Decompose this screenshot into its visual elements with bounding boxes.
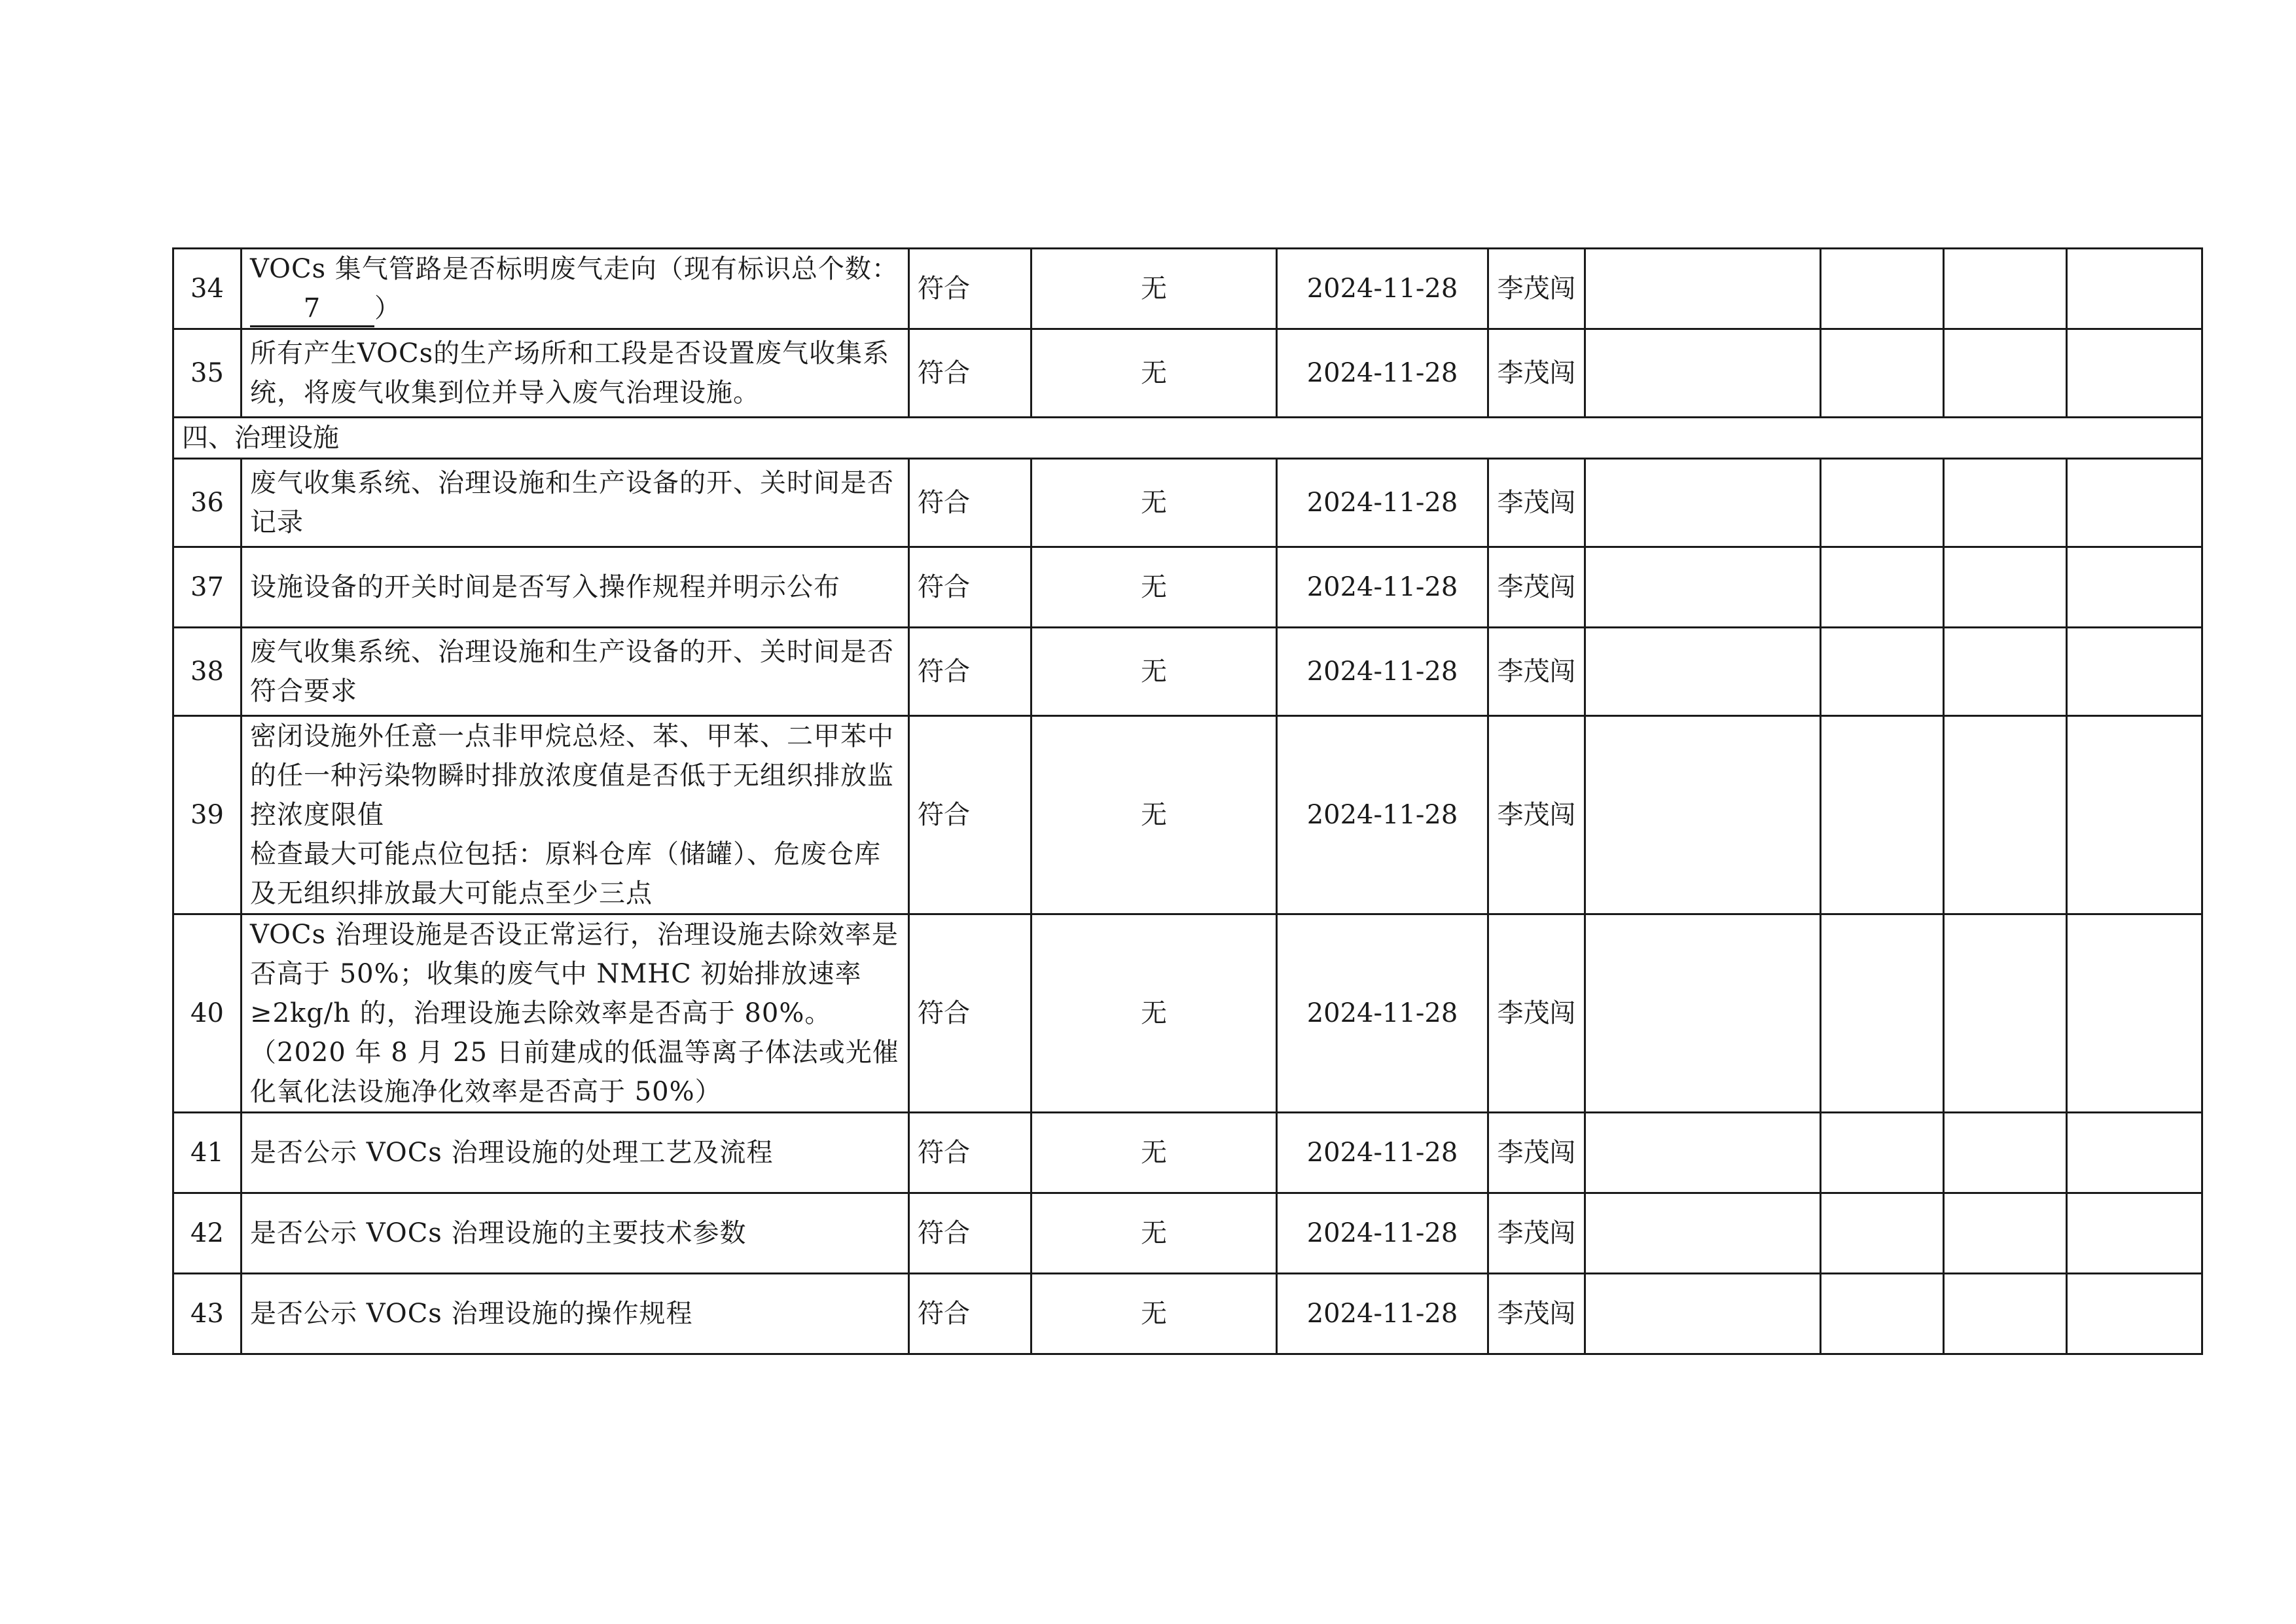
result-cell: 符合: [909, 914, 1031, 1113]
table-row: [173, 1193, 2202, 1274]
table-row: [173, 459, 2202, 547]
empty-cell: [1821, 547, 1944, 628]
row-number: 37: [173, 547, 242, 628]
row-number: 38: [173, 628, 242, 716]
inspector-cell: 李茂闯: [1488, 716, 1585, 914]
inspector-cell: 李茂闯: [1488, 1274, 1585, 1354]
empty-cell: [2067, 1113, 2202, 1193]
empty-cell: [1585, 459, 1821, 547]
identifier-count: 7: [250, 291, 374, 327]
empty-cell: [1821, 1193, 1944, 1274]
empty-cell: [1944, 628, 2067, 716]
empty-cell: [1585, 628, 1821, 716]
row-number: 35: [173, 329, 242, 418]
row-number: 42: [173, 1193, 242, 1274]
date-cell: 2024-11-28: [1277, 628, 1488, 716]
row-number: 41: [173, 1113, 242, 1193]
check-item: 是否公示 VOCs 治理设施的操作规程: [242, 1274, 909, 1354]
result-cell: 符合: [909, 329, 1031, 418]
empty-cell: [1821, 249, 1944, 329]
empty-cell: [1944, 716, 2067, 914]
empty-cell: [1585, 716, 1821, 914]
result-cell: 符合: [909, 459, 1031, 547]
empty-cell: [1821, 1274, 1944, 1354]
empty-cell: [2067, 1274, 2202, 1354]
issue-cell: 无: [1031, 1193, 1277, 1274]
empty-cell: [1585, 914, 1821, 1113]
section-row: [173, 418, 2202, 459]
table-row: [173, 1274, 2202, 1354]
empty-cell: [1944, 1274, 2067, 1354]
date-cell: 2024-11-28: [1277, 1193, 1488, 1274]
row-number: 36: [173, 459, 242, 547]
issue-cell: 无: [1031, 459, 1277, 547]
inspector-cell: 李茂闯: [1488, 1193, 1585, 1274]
empty-cell: [1821, 716, 1944, 914]
empty-cell: [1944, 1113, 2067, 1193]
issue-cell: 无: [1031, 1113, 1277, 1193]
date-cell: 2024-11-28: [1277, 329, 1488, 418]
check-item: 是否公示 VOCs 治理设施的主要技术参数: [242, 1193, 909, 1274]
inspector-cell: 李茂闯: [1488, 914, 1585, 1113]
issue-cell: 无: [1031, 716, 1277, 914]
empty-cell: [2067, 249, 2202, 329]
inspector-cell: 李茂闯: [1488, 1113, 1585, 1193]
date-cell: 2024-11-28: [1277, 249, 1488, 329]
row-number: 39: [173, 716, 242, 914]
result-cell: 符合: [909, 249, 1031, 329]
empty-cell: [2067, 547, 2202, 628]
section-title: 四、治理设施: [173, 418, 2202, 459]
empty-cell: [2067, 914, 2202, 1113]
empty-cell: [1944, 1193, 2067, 1274]
issue-cell: 无: [1031, 329, 1277, 418]
empty-cell: [1585, 547, 1821, 628]
row-number: 40: [173, 914, 242, 1113]
result-cell: 符合: [909, 547, 1031, 628]
row-number: 34: [173, 249, 242, 329]
issue-cell: 无: [1031, 628, 1277, 716]
empty-cell: [2067, 716, 2202, 914]
empty-cell: [2067, 1193, 2202, 1274]
table-row: [173, 1113, 2202, 1193]
issue-cell: 无: [1031, 249, 1277, 329]
empty-cell: [1585, 329, 1821, 418]
check-item: 废气收集系统、治理设施和生产设备的开、关时间是否符合要求: [242, 628, 909, 716]
table-row: [173, 547, 2202, 628]
date-cell: 2024-11-28: [1277, 1113, 1488, 1193]
date-cell: 2024-11-28: [1277, 547, 1488, 628]
empty-cell: [1944, 914, 2067, 1113]
check-item: [242, 716, 909, 914]
result-cell: 符合: [909, 1113, 1031, 1193]
check-item: 是否公示 VOCs 治理设施的处理工艺及流程: [242, 1113, 909, 1193]
empty-cell: [2067, 628, 2202, 716]
empty-cell: [1821, 329, 1944, 418]
check-item-text-end: ）: [374, 293, 401, 323]
result-cell: 符合: [909, 716, 1031, 914]
result-cell: 符合: [909, 1274, 1031, 1354]
table-row: [173, 716, 2202, 914]
empty-cell: [1944, 459, 2067, 547]
date-cell: 2024-11-28: [1277, 459, 1488, 547]
table-row: [173, 249, 2202, 329]
empty-cell: [1821, 459, 1944, 547]
empty-cell: [2067, 329, 2202, 418]
result-cell: 符合: [909, 1193, 1031, 1274]
inspector-cell: 李茂闯: [1488, 459, 1585, 547]
check-item: VOCs 治理设施是否设正常运行，治理设施去除效率是否高于 50%；收集的废气中 NMHC 初始排放速率≥2kg/h 的，治理设施去除效率是否高于 80%。（2020 年 8 月 25 日前建成的低温等离子体法或光催化氧化法设施净化效率是否高于 50%）: [242, 914, 909, 1113]
inspection-table: [172, 247, 2203, 1355]
empty-cell: [1585, 249, 1821, 329]
empty-cell: [1821, 628, 1944, 716]
empty-cell: [1944, 547, 2067, 628]
empty-cell: [1944, 249, 2067, 329]
table-row: [173, 914, 2202, 1113]
inspector-cell: 李茂闯: [1488, 628, 1585, 716]
date-cell: 2024-11-28: [1277, 1274, 1488, 1354]
check-item: [242, 249, 909, 329]
row-number: 43: [173, 1274, 242, 1354]
check-item: 设施设备的开关时间是否写入操作规程并明示公布: [242, 547, 909, 628]
empty-cell: [1944, 329, 2067, 418]
date-cell: 2024-11-28: [1277, 716, 1488, 914]
check-item-text: VOCs 集气管路是否标明废气走向（现有标识总个数：: [250, 254, 899, 284]
issue-cell: 无: [1031, 914, 1277, 1113]
empty-cell: [1585, 1113, 1821, 1193]
table-row: [173, 329, 2202, 418]
empty-cell: [1585, 1274, 1821, 1354]
check-item-note: 检查最大可能点位包括：原料仓库（储罐）、危废仓库及无组织排放最大可能点至少三点: [250, 839, 881, 909]
inspector-cell: 李茂闯: [1488, 547, 1585, 628]
empty-cell: [1821, 1113, 1944, 1193]
check-item: 所有产生VOCs的生产场所和工段是否设置废气收集系统，将废气收集到位并导入废气治理设施。: [242, 329, 909, 418]
check-item: 废气收集系统、治理设施和生产设备的开、关时间是否记录: [242, 459, 909, 547]
inspector-cell: 李茂闯: [1488, 329, 1585, 418]
issue-cell: 无: [1031, 547, 1277, 628]
table-row: [173, 628, 2202, 716]
empty-cell: [2067, 459, 2202, 547]
issue-cell: 无: [1031, 1274, 1277, 1354]
date-cell: 2024-11-28: [1277, 914, 1488, 1113]
result-cell: 符合: [909, 628, 1031, 716]
empty-cell: [1585, 1193, 1821, 1274]
empty-cell: [1821, 914, 1944, 1113]
inspector-cell: 李茂闯: [1488, 249, 1585, 329]
check-item-text: 密闭设施外任意一点非甲烷总烃、苯、甲苯、二甲苯中的任一种污染物瞬时排放浓度值是否低于无组织排放监控浓度限值: [250, 721, 894, 830]
